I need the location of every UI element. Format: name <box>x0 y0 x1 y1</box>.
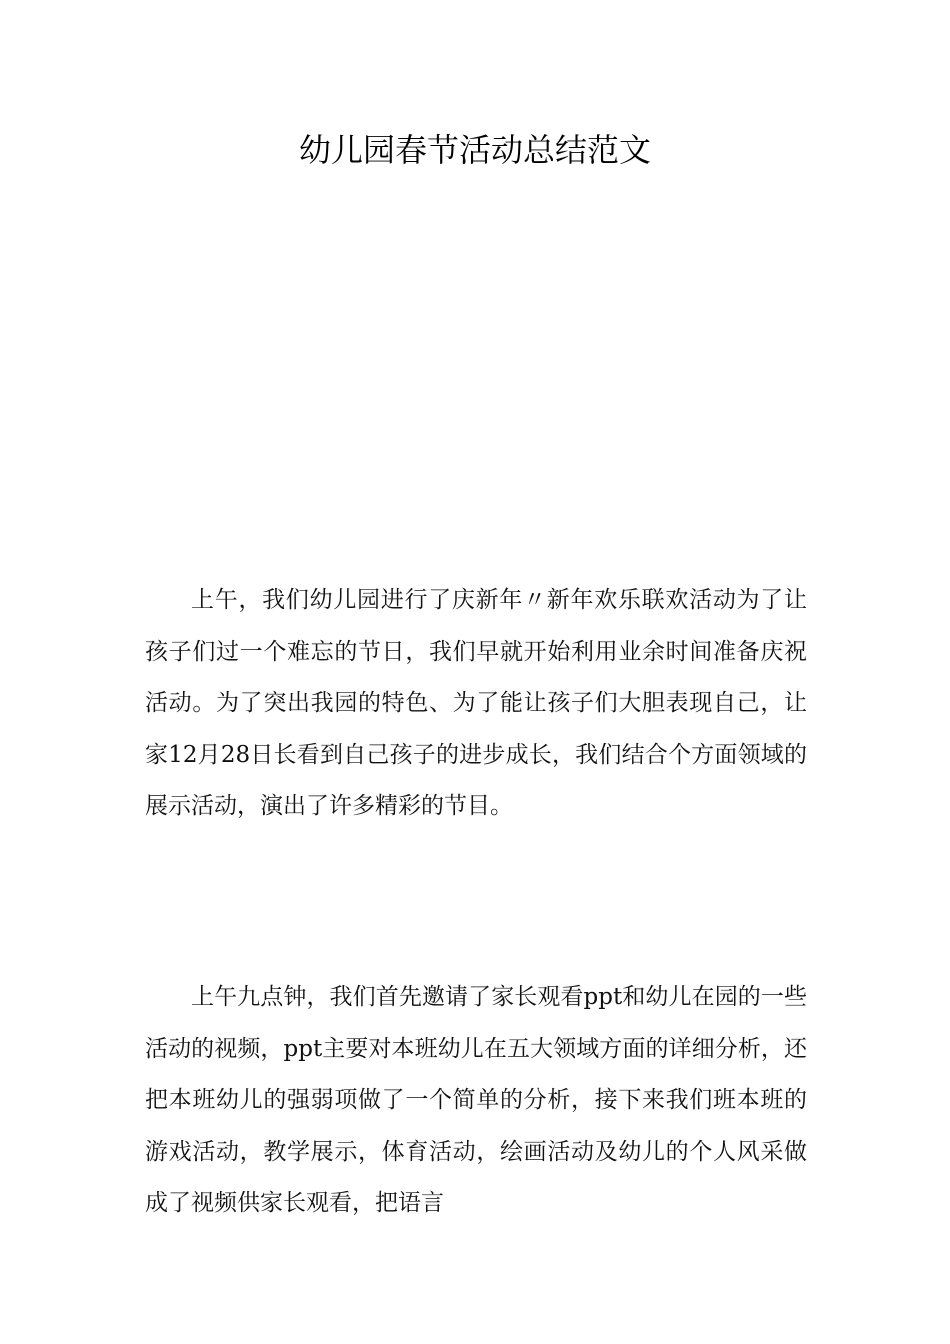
document-title: 幼儿园春节活动总结范文 <box>298 131 651 169</box>
paragraph-1: 上午，我们幼儿园进行了庆新年〃新年欢乐联欢活动为了让孩子们过一个难忘的节日，我们早就开始利用业余时间准备庆祝活动。为了突出我园的特色、为了能让孩子们大胆表现自己，让家12月28日长看到自己孩子的进步成长，我们结合个方面领域的展示活动，演出了许多精彩的节目。 <box>145 587 807 819</box>
paragraph-2: 上午九点钟，我们首先邀请了家长观看ppt和幼儿在园的一些活动的视频，ppt主要对本班幼儿在五大领域方面的详细分析，还把本班幼儿的强弱项做了一个简单的分析，接下来我们班本班的游戏活动，教学展示，体育活动，绘画活动及幼儿的个人风采做成了视频供家长观看，把语言 <box>145 984 807 1216</box>
